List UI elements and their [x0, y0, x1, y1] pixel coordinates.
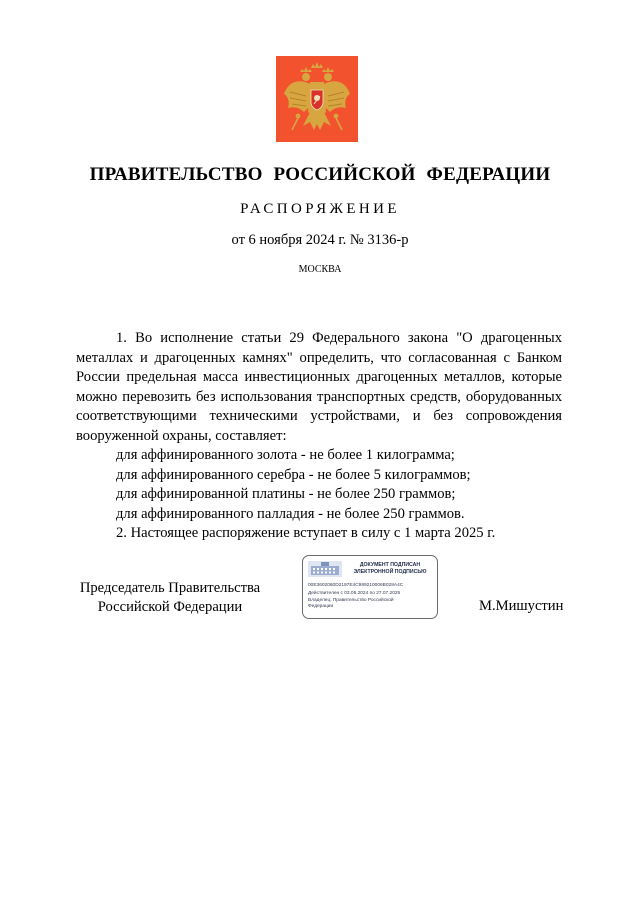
- list-item-gold: для аффинированного золота - не более 1 килограмма;: [116, 447, 455, 463]
- document-type: РАСПОРЯЖЕНИЕ: [240, 201, 400, 217]
- paragraph-2: 2. Настоящее распоряжение вступает в силу с 1 марта 2025 г.: [116, 525, 496, 541]
- document-date-number: от 6 ноября 2024 г. № 3136-р: [231, 232, 409, 248]
- document-city: МОСКВА: [298, 264, 342, 275]
- list-item-silver: для аффинированного серебра - не более 5 килограммов;: [116, 466, 471, 483]
- coat-of-arms-emblem-icon: [276, 56, 358, 142]
- stamp-heading-line-2: ЭЛЕКТРОННОЙ ПОДПИСЬЮ: [353, 568, 427, 575]
- government-building-icon: [308, 561, 342, 577]
- electronic-signature-stamp: [302, 555, 438, 619]
- signer-name: М.Мишустин: [479, 598, 564, 614]
- signer-position-line-2: Российской Федерации: [97, 599, 243, 615]
- stamp-owner-line-2: Федерации: [308, 604, 334, 609]
- document-body: [76, 329, 562, 544]
- signer-position-line-1: Председатель Правительства: [79, 580, 261, 596]
- signer-position: [70, 579, 270, 617]
- stamp-owner-line-1: Владелец: Правительство Российской: [308, 598, 394, 603]
- stamp-heading-line-1: ДОКУМЕНТ ПОДПИСАН: [359, 562, 421, 568]
- stamp-heading: [345, 562, 435, 575]
- stamp-certificate: 00E3602060D2197E4C989210006B028A4C: [308, 583, 404, 588]
- stamp-validity: Действителен с 03.05.2024 по 27.07.2025: [308, 591, 401, 596]
- paragraph-1: 1. Во исполнение статьи 29 Федерального закона "О драгоценных металлах и драгоценных камнях" определить, что согласованная с Банком России предельная масса инвестиционных драгоценных металлов, которые можно перевозить без использования транспортных средств, оборудованных соответствующими техническими устройствами, и без сопровождения вооруженной охраны, составляет:: [76, 330, 562, 444]
- list-item-palladium: для аффинированного палладия - не более 250 граммов.: [116, 505, 465, 522]
- issuer-title: ПРАВИТЕЛЬСТВО РОССИЙСКОЙ ФЕДЕРАЦИИ: [89, 164, 551, 185]
- list-item-platinum: для аффинированной платины - не более 250 граммов;: [116, 486, 456, 502]
